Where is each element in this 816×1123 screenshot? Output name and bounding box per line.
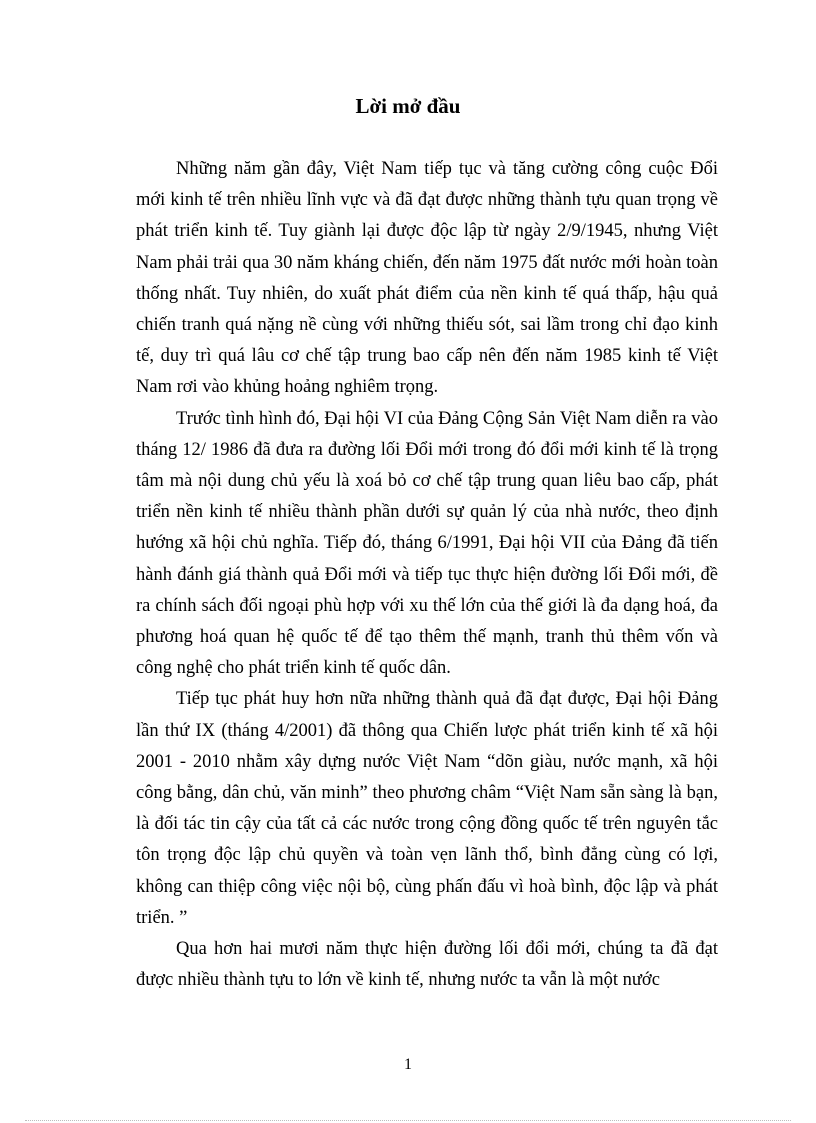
- document-title: Lời mở đầu: [355, 94, 461, 118]
- document-body: [136, 154, 718, 996]
- page-number: 1: [404, 1056, 412, 1073]
- page-bottom-divider: [25, 1120, 791, 1121]
- paragraph-3: Tiếp tục phát huy hơn nữa những thành quả đã đạt được, Đại hội Đảng lần thứ IX (tháng 4/2001) đã thông qua Chiến lược phát triển kinh tế xã hội 2001 - 2010 nhằm xây dựng nước Việt Nam “dõn giàu, nước mạnh, xã hội công bằng, dân chủ, văn minh” theo phương châm “Việt Nam sẵn sàng là bạn, là đối tác tin cậy của tất cả các nước trong cộng đồng quốc tế trên nguyên tắc tôn trọng độc lập chủ quyền và toàn vẹn lãnh thổ, bình đẳng cùng có lợi, không can thiệp công việc nội bộ, cùng phấn đấu vì hoà bình, độc lập và phát triển. ”: [136, 689, 718, 928]
- paragraph-4: Qua hơn hai mươi năm thực hiện đường lối đổi mới, chúng ta đã đạt được nhiều thành tựu to lớn về kinh tế, nhưng nước ta vẫn là một nước: [136, 939, 718, 991]
- paragraph-1: Những năm gần đây, Việt Nam tiếp tục và tăng cường công cuộc Đổi mới kinh tế trên nhiều lĩnh vực và đã đạt được những thành tựu quan trọng về phát triển kinh tế. Tuy giành lại được độc lập từ ngày 2/9/1945, nhưng Việt Nam phải trải qua 30 năm kháng chiến, đến năm 1975 đất nước mới hoàn toàn thống nhất. Tuy nhiên, do xuất phát điểm của nền kinh tế quá thấp, hậu quả chiến tranh quá nặng nề cùng với những thiếu sót, sai lầm trong chỉ đạo kinh tế, duy trì quá lâu cơ chế tập trung bao cấp nên đến năm 1985 kinh tế Việt Nam rơi vào khủng hoảng nghiêm trọng.: [136, 159, 718, 398]
- paragraph-2: Trước tình hình đó, Đại hội VI của Đảng Cộng Sản Việt Nam diễn ra vào tháng 12/ 1986 đã đưa ra đường lối Đổi mới trong đó đổi mới kinh tế là trọng tâm mà nội dung chủ yếu là xoá bỏ cơ chế tập trung quan liêu bao cấp, phát triển nền kinh tế nhiều thành phần dưới sự quản lý của nhà nước, theo định hướng xã hội chủ nghĩa. Tiếp đó, tháng 6/1991, Đại hội VII của Đảng đã tiến hành đánh giá thành quả Đổi mới và tiếp tục thực hiện đường lối Đổi mới, đề ra chính sách đối ngoại phù hợp với xu thế lớn của thế giới là đa dạng hoá, đa phương hoá quan hệ quốc tế để tạo thêm thế mạnh, tranh thủ thêm vốn và công nghệ cho phát triển kinh tế quốc dân.: [136, 408, 718, 679]
